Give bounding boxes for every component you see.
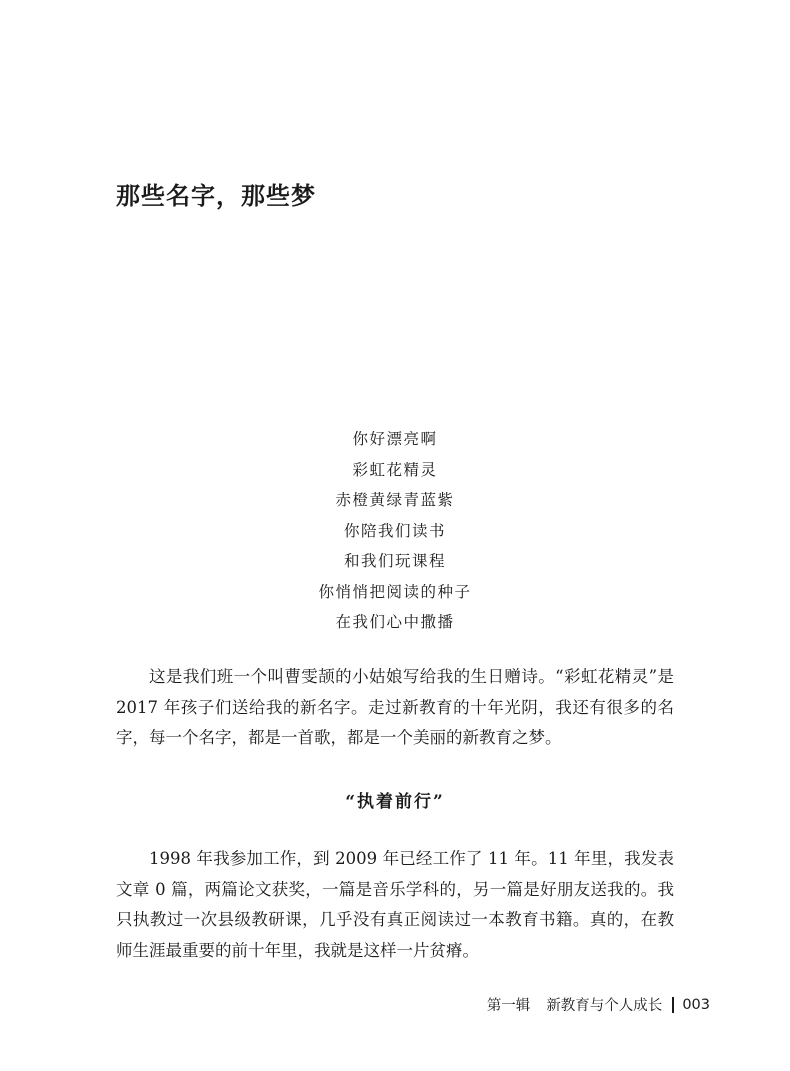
poem-line: 你陪我们读书 [343,521,446,540]
running-footer [487,994,710,1015]
poem-line: 彩虹花精灵 [352,460,438,479]
body-paragraph: 1998 年我参加工作，到 2009 年已经工作了 11 年。11 年里，我发表文章 0 篇，两篇论文获奖，一篇是音乐学科的，另一篇是好朋友送我的。我只执教过一次县级教研课，几乎没有真正阅读过一本教育书籍。真的，在教师生涯最重要的前十年里，我就是这样一片贫瘠。 [116,849,674,960]
poem-line: 你好漂亮啊 [352,430,438,448]
body-paragraph: 这是我们班一个叫曹雯颉的小姑娘写给我的生日赠诗。“彩虹花精灵”是2017 年孩子们送给我的新名字。走过新教育的十年光阴，我还有很多的名字，每一个名字，都是一首歌，都是一个美丽的新教育之梦。 [116,667,674,747]
section-heading: “执着前行” [345,792,445,812]
poem [0,424,790,638]
chapter-title: 那些名字，那些梦 [116,182,316,210]
poem-line: 和我们玩课程 [343,552,446,570]
footer-section: 新教育与个人成长 [546,998,663,1014]
page-number: 003 [682,996,710,1013]
poem-line: 在我们心中撒播 [335,613,455,631]
poem-line: 赤橙黄绿青蓝紫 [335,491,455,509]
footer-part: 第一辑 [486,998,531,1014]
poem-line: 你悄悄把阅读的种子 [318,582,472,601]
footer-divider [672,997,674,1013]
